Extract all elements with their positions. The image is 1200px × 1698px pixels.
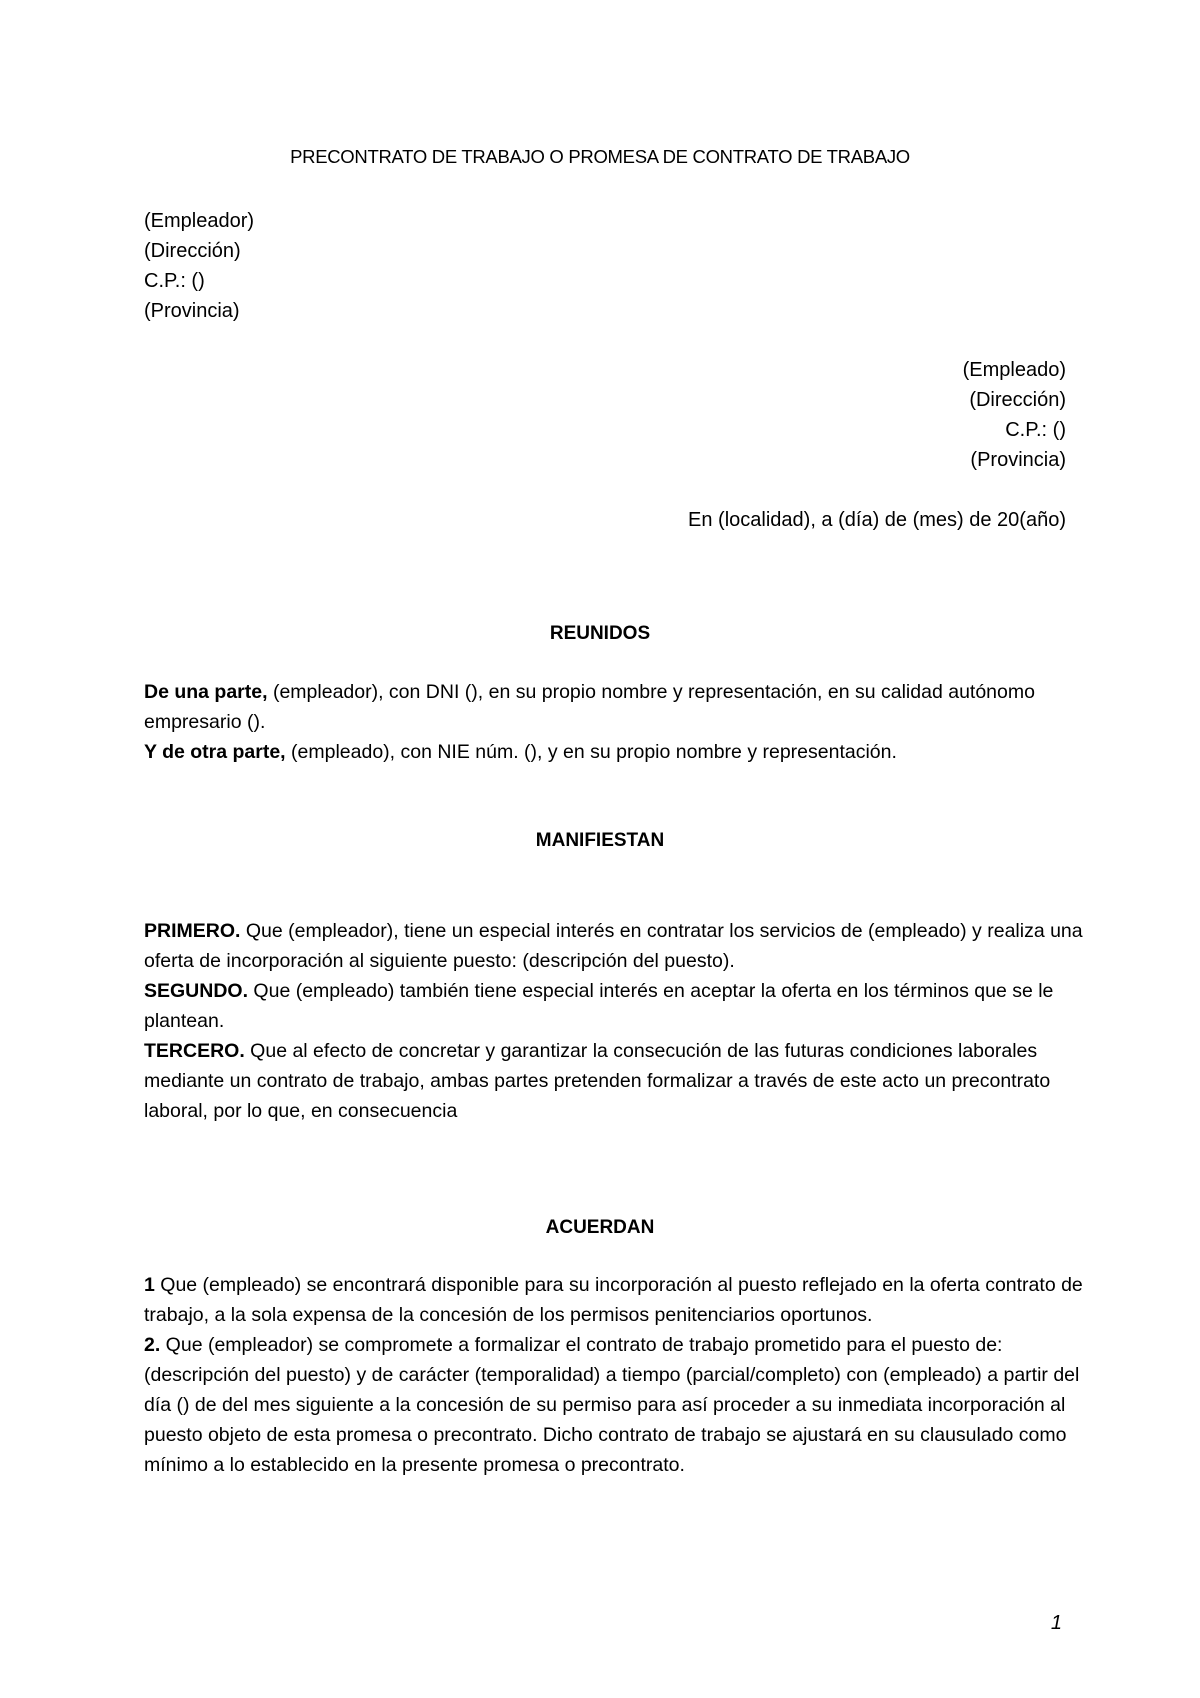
employee-province: (Provincia) xyxy=(970,449,1066,471)
acuerdan-lead-2: 2. xyxy=(144,1334,161,1356)
employer-province: (Provincia) xyxy=(144,300,240,322)
page-number: 1 xyxy=(1050,1612,1062,1634)
acuerdan-item-2 xyxy=(144,1330,1084,1480)
reunidos-text-2: (empleado), con NIE núm. (), y en su propio nombre y representación. xyxy=(285,741,897,763)
acuerdan-section xyxy=(144,1270,1084,1480)
reunidos-paragraph-1 xyxy=(144,677,1084,737)
reunidos-lead-1: De una parte, xyxy=(144,681,268,703)
acuerdan-text-2: Que (empleador) se compromete a formalizar el contrato de trabajo prometido para el puesto de: (descripción del puesto) y de carácter (temporalidad) a tiempo (parcial/completo) con (empleado) a partir del día () de del mes siguiente a la concesión de su permiso para así proceder a su inmediata incorporación al puesto objeto de esta promesa o precontrato. Dicho contrato de trabajo se ajustará en su clausulado como mínimo a lo establecido en la presente promesa o precontrato. xyxy=(144,1334,1080,1476)
reunidos-heading: REUNIDOS xyxy=(549,623,651,644)
employer-name: (Empleador) xyxy=(144,210,255,232)
manifiestan-item-primero xyxy=(144,916,1084,976)
date-line: En (localidad), a (día) de (mes) de 20(año) xyxy=(688,509,1066,531)
reunidos-section xyxy=(144,677,1084,767)
manifiestan-heading: MANIFIESTAN xyxy=(535,830,665,851)
segundo-text: Que (empleado) también tiene especial interés en aceptar la oferta en los términos que se le plantean. xyxy=(144,980,1054,1032)
employee-name: (Empleado) xyxy=(962,359,1066,381)
document-title: PRECONTRATO DE TRABAJO O PROMESA DE CONTRATO DE TRABAJO xyxy=(290,146,910,167)
manifiestan-item-segundo xyxy=(144,976,1084,1036)
manifiestan-section xyxy=(144,916,1084,1126)
primero-lead: PRIMERO. xyxy=(144,920,241,942)
segundo-lead: SEGUNDO. xyxy=(144,980,249,1002)
employee-address-block xyxy=(963,355,1066,475)
employee-postal-code: C.P.: () xyxy=(1005,419,1066,441)
acuerdan-item-1 xyxy=(144,1270,1084,1330)
employer-postal-code: C.P.: () xyxy=(144,270,205,292)
manifiestan-item-tercero xyxy=(144,1036,1084,1126)
reunidos-text-1: (empleador), con DNI (), en su propio nombre y representación, en su calidad autónomo empresario (). xyxy=(144,681,1035,733)
primero-text: Que (empleador), tiene un especial interés en contratar los servicios de (empleado) y realiza una oferta de incorporación al siguiente puesto: (descripción del puesto). xyxy=(144,920,1083,972)
employer-address: (Dirección) xyxy=(144,240,241,262)
employer-address-block xyxy=(144,206,254,326)
reunidos-paragraph-2 xyxy=(144,737,1084,767)
reunidos-lead-2: Y de otra parte, xyxy=(144,741,286,763)
tercero-lead: TERCERO. xyxy=(144,1040,245,1062)
acuerdan-lead-1: 1 xyxy=(144,1274,155,1296)
acuerdan-text-1: Que (empleado) se encontrará disponible para su incorporación al puesto reflejado en la oferta contrato de trabajo, a la sola expensa de la concesión de los permisos penitenciarios oportunos. xyxy=(144,1274,1083,1326)
acuerdan-heading: ACUERDAN xyxy=(545,1217,655,1238)
tercero-text: Que al efecto de concretar y garantizar la consecución de las futuras condiciones laborales mediante un contrato de trabajo, ambas partes pretenden formalizar a través de este acto un precontrato laboral, por lo que, en consecuencia xyxy=(144,1040,1051,1122)
employee-address: (Dirección) xyxy=(969,389,1066,411)
